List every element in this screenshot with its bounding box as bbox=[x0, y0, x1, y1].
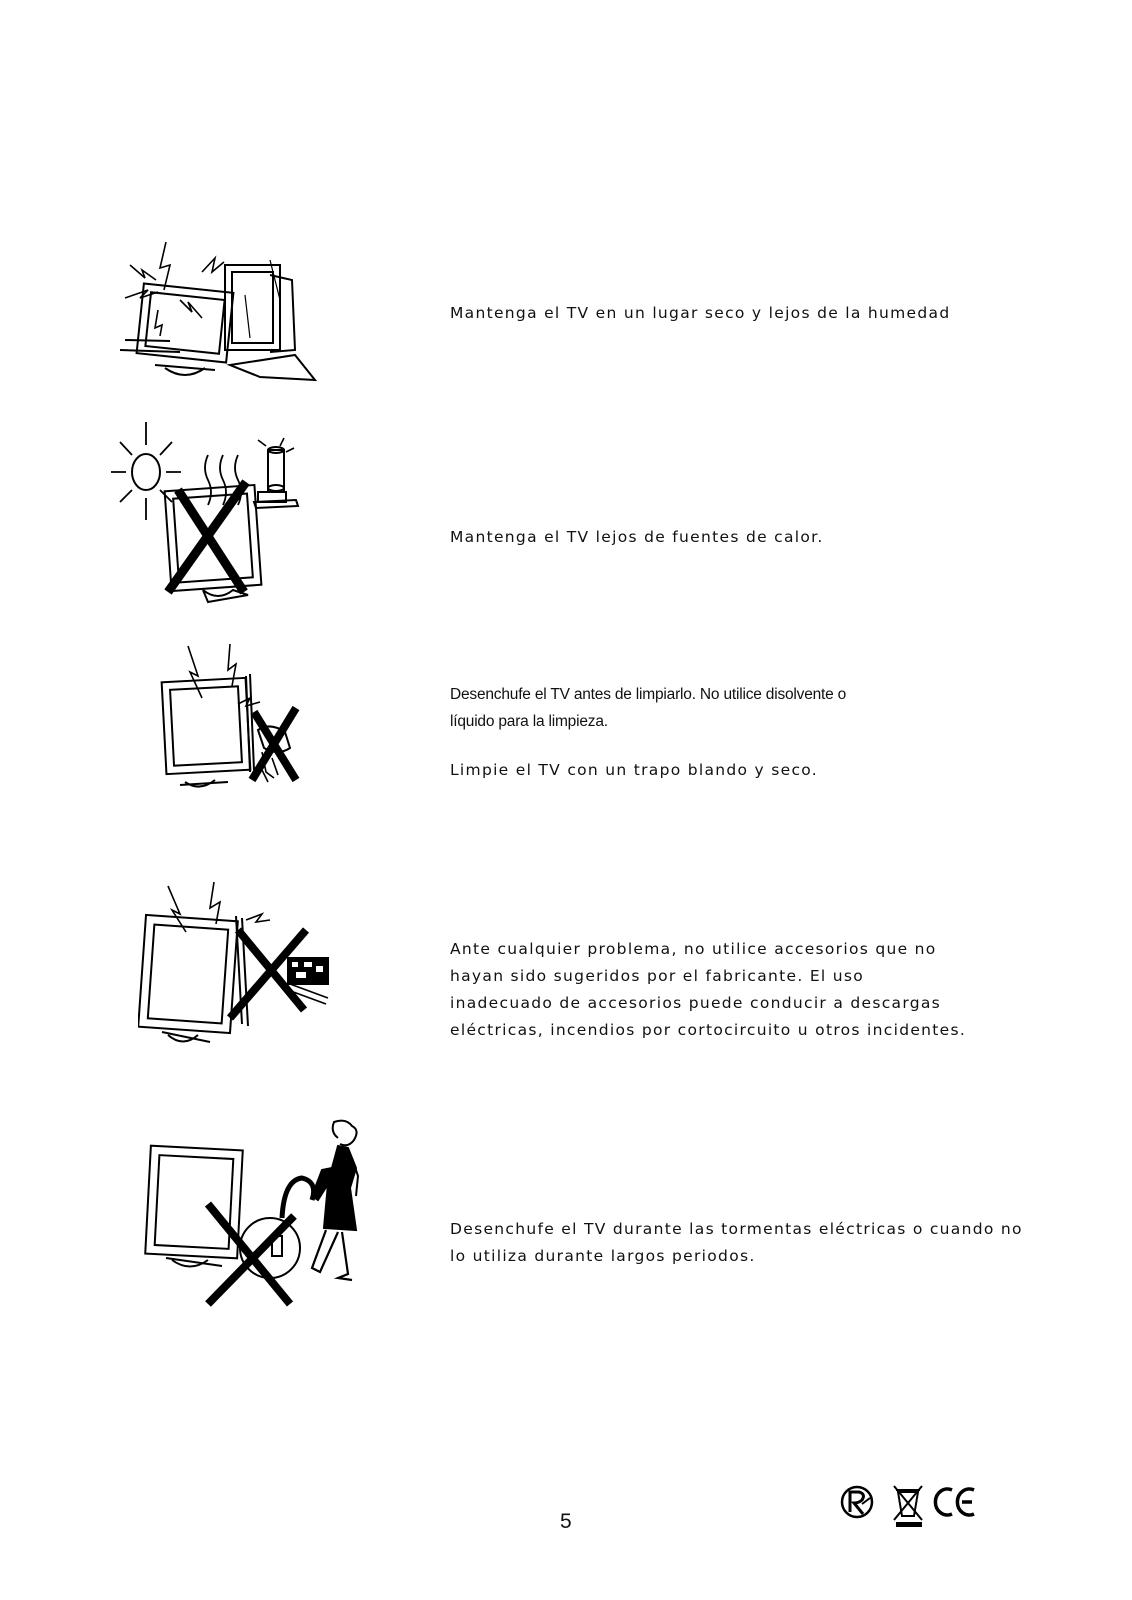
section-4-line-4: eléctricas, incendios por cortocircuito u otros incidentes. bbox=[450, 1021, 967, 1039]
section-3-extra-text: Limpie el TV con un trapo blando y seco. bbox=[450, 761, 819, 779]
tv-moisture-icon bbox=[120, 240, 330, 390]
section-4-line-2: hayan sido sugeridos por el fabricante. El uso bbox=[450, 967, 865, 985]
ce-mark bbox=[935, 1489, 974, 1515]
tv-heat-icon bbox=[108, 420, 308, 610]
section-2-text: Mantenga el TV lejos de fuentes de calor. bbox=[450, 528, 824, 546]
section-4-line-1: Ante cualquier problema, no utilice accesorios que no bbox=[450, 940, 937, 958]
rohs-logo bbox=[842, 1487, 872, 1517]
tv-unplug-icon bbox=[142, 1118, 372, 1318]
section-5-line-2: lo utiliza durante largos periodos. bbox=[450, 1247, 756, 1265]
section-4-line-3: inadecuado de accesorios puede conducir a descargas bbox=[450, 994, 942, 1012]
section-5-line-1: Desenchufe el TV durante las tormentas eléctricas o cuando no bbox=[450, 1220, 1023, 1238]
section-3-line-2: líquido para la limpieza. bbox=[450, 713, 608, 730]
section-4-text bbox=[450, 936, 966, 1044]
page-number: 5 bbox=[560, 1510, 572, 1533]
section-3-text bbox=[450, 681, 846, 735]
section-3-line-1: Desenchufe el TV antes de limpiarlo. No utilice disolvente o bbox=[450, 686, 847, 703]
tv-cleaning-icon bbox=[150, 640, 320, 805]
tv-accessories-icon bbox=[138, 880, 338, 1055]
section-5-text bbox=[450, 1216, 1023, 1270]
weee-logo bbox=[894, 1486, 922, 1527]
section-1-text: Mantenga el TV en un lugar seco y lejos de la humedad bbox=[450, 304, 951, 322]
certification-logos bbox=[840, 1478, 990, 1528]
